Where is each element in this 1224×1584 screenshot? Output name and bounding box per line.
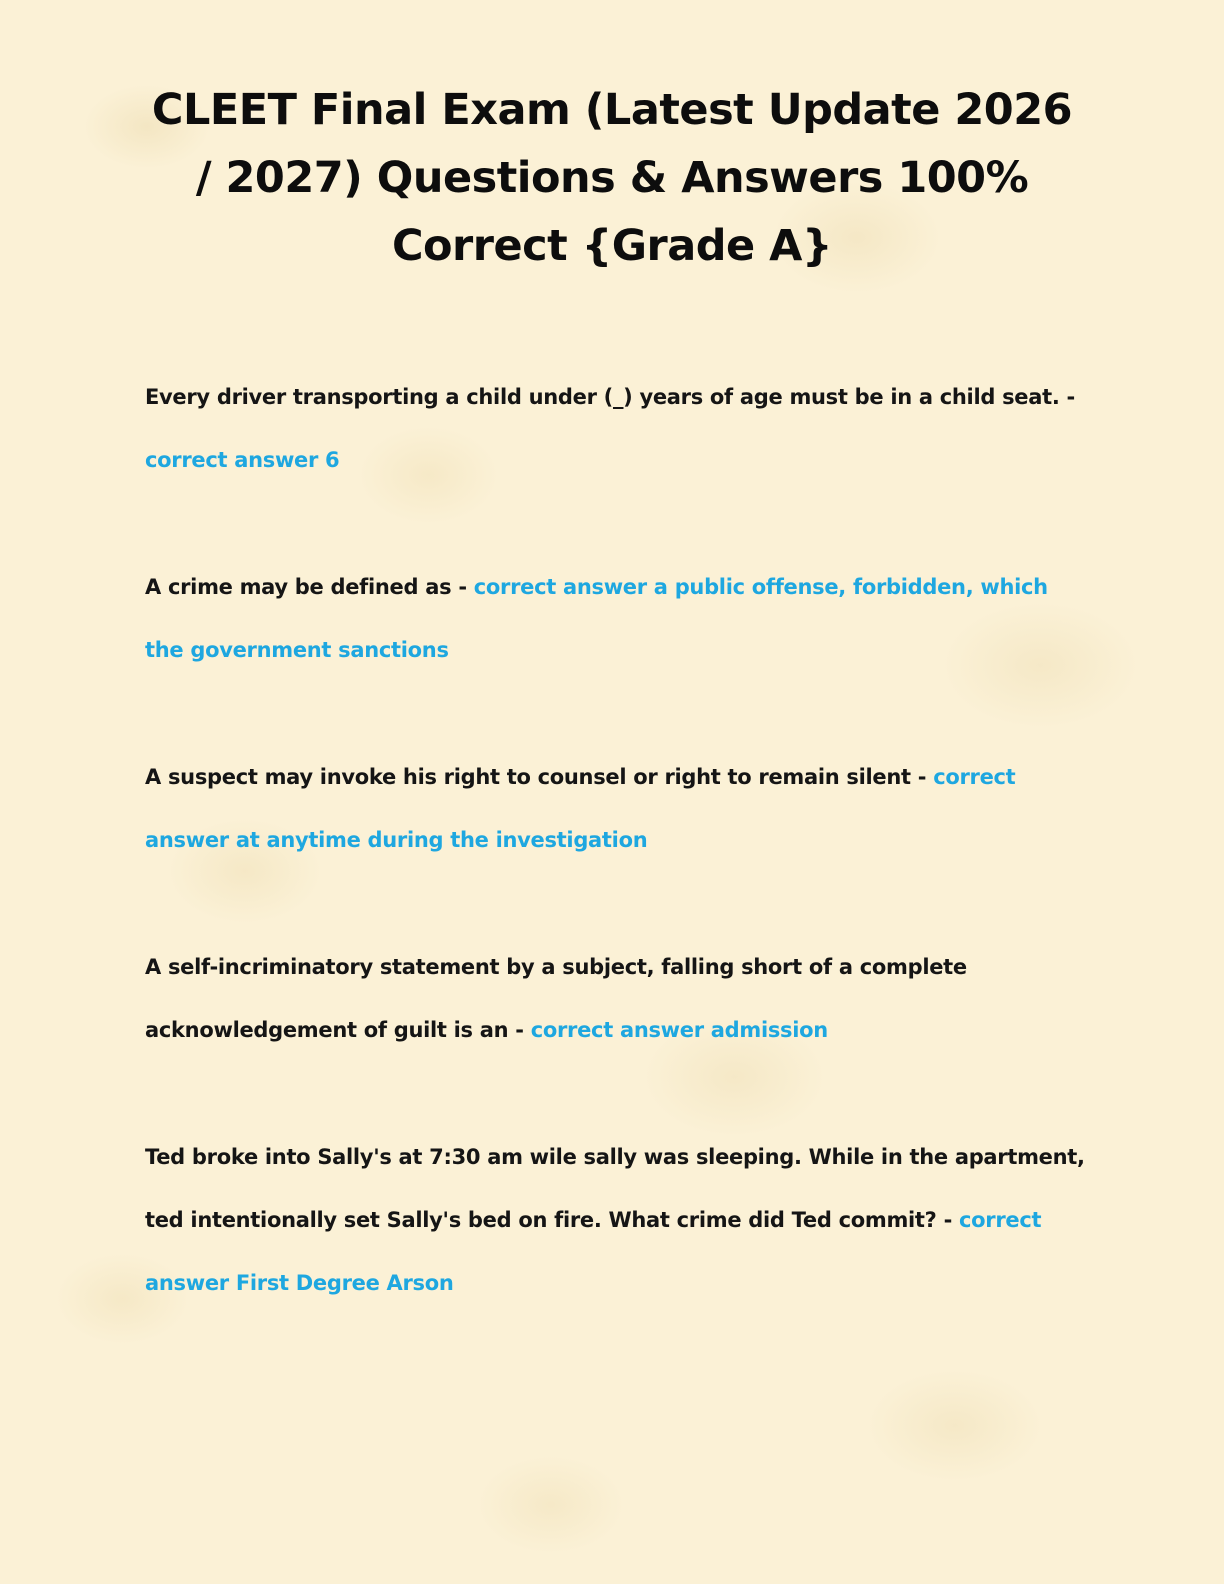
question-text: Ted broke into Sally's at 7:30 am wile sally was sleeping. While in the apartment, ted intentionally set Sally's bed on fire. What crime did Ted commit? - — [145, 1145, 1085, 1232]
qa-item-3 — [145, 746, 1085, 872]
qa-item-4 — [145, 936, 1085, 1062]
question-text: A suspect may invoke his right to counsel or right to remain silent - — [145, 765, 934, 789]
answer-text: correct answer a public offense, forbidden, which the government sanctions — [145, 575, 1048, 662]
question-text: A crime may be defined as - — [145, 575, 474, 599]
qa-item-1 — [145, 366, 1085, 492]
answer-text: correct answer admission — [530, 1018, 828, 1042]
question-text: A self-incriminatory statement by a subject, falling short of a complete acknowledgement of guilt is an - — [145, 955, 967, 1042]
question-text: Every driver transporting a child under (_) years of age must be in a child seat. - — [145, 385, 1075, 409]
qa-item-2 — [145, 556, 1085, 682]
document-title: CLEET Final Exam (Latest Update 2026 / 2027) Questions & Answers 100% Correct {Grade A} — [151, 85, 1073, 271]
answer-text: correct answer at anytime during the investigation — [145, 765, 1016, 852]
answer-text: correct answer First Degree Arson — [145, 1208, 1042, 1295]
qa-item-5 — [145, 1126, 1085, 1315]
answer-text: correct answer 6 — [145, 448, 340, 472]
